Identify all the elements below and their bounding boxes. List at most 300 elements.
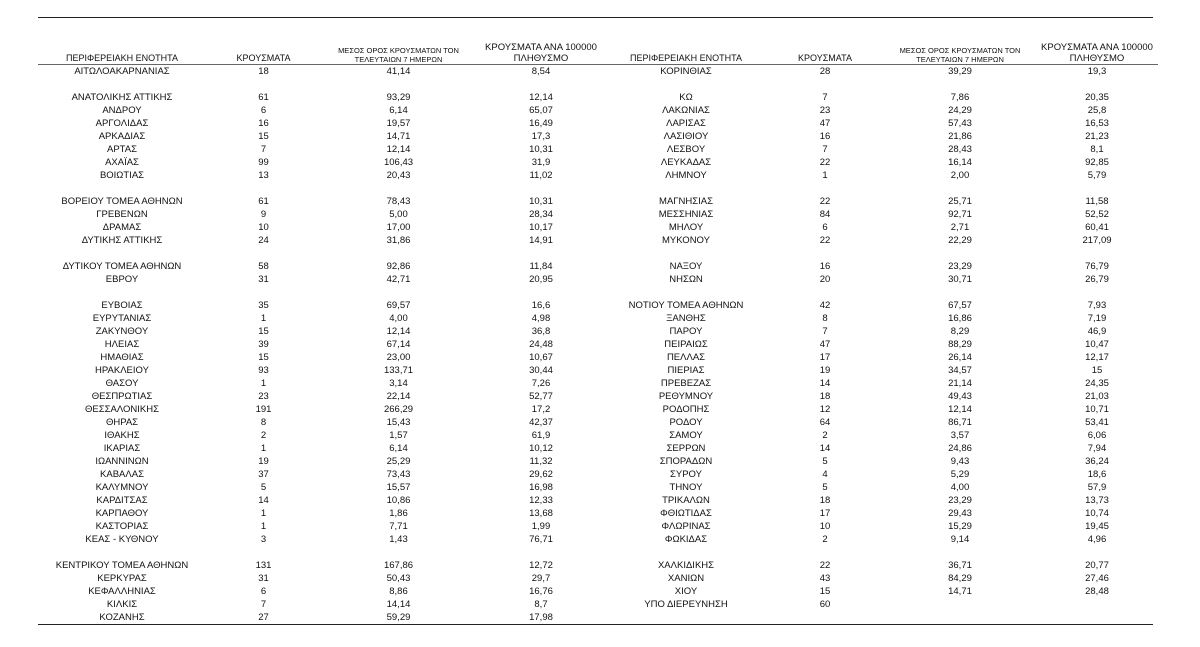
per-100k-cell: 5,79 <box>1087 170 1107 181</box>
region-cell: ΠΕΛΛΑΣ <box>666 352 706 363</box>
table-row <box>606 208 1158 221</box>
spacer-row <box>38 78 606 91</box>
cases-cell: 18 <box>258 66 269 77</box>
per-100k-cell: 11,84 <box>529 261 553 272</box>
cases-cell: 17 <box>819 508 831 519</box>
region-cell: ΙΩΑΝΝΙΝΩΝ <box>95 456 149 467</box>
avg-7day-cell: 93,29 <box>386 92 411 103</box>
region-cell: ΙΘΑΚΗΣ <box>104 430 140 441</box>
region-cell: ΛΕΣΒΟΥ <box>666 144 706 155</box>
table-row <box>38 403 606 416</box>
spacer-row <box>606 546 1158 559</box>
per-100k-cell: 30,44 <box>529 365 553 376</box>
region-cell: ΚΙΛΚΙΣ <box>106 599 138 610</box>
per-100k-cell: 28,34 <box>529 209 553 220</box>
region-cell: ΤΗΝΟΥ <box>669 482 703 493</box>
table-row <box>606 364 1158 377</box>
avg-7day-cell <box>321 286 476 299</box>
cases-cell: 7 <box>260 599 267 610</box>
cases-cell <box>766 247 884 260</box>
avg-7day-cell: 7,86 <box>950 92 970 103</box>
table-row <box>606 455 1158 468</box>
header-per-100k-line2: ΠΛΗΘΥΣΜΟ <box>1069 53 1125 64</box>
cases-cell: 4 <box>822 469 828 480</box>
avg-7day-cell: 86,71 <box>948 417 972 428</box>
header-7day-average-line1: ΜΕΣΟΣ ΟΡΟΣ ΚΡΟΥΣΜΑΤΩΝ ΤΟΝ <box>899 46 1021 55</box>
cases-cell: 47 <box>819 118 831 129</box>
cases-cell: 1 <box>260 378 267 389</box>
avg-7day-cell: 4,00 <box>950 482 970 493</box>
table-row <box>38 195 606 208</box>
avg-7day-cell: 15,43 <box>386 417 411 428</box>
table-row <box>38 468 606 481</box>
header-per-100k <box>1036 37 1158 65</box>
region-cell: ΑΝΔΡΟΥ <box>102 105 142 116</box>
cases-cell: 1 <box>260 508 267 519</box>
region-cell: ΦΘΙΩΤΙΔΑΣ <box>660 508 712 519</box>
avg-7day-cell: 7,71 <box>389 521 408 532</box>
table-row <box>38 494 606 507</box>
per-100k-cell <box>476 182 606 195</box>
table-row <box>606 494 1158 507</box>
cases-cell: 39 <box>258 339 269 350</box>
avg-7day-cell: 1,86 <box>389 508 408 519</box>
cases-cell: 23 <box>258 391 269 402</box>
regions-table-right <box>606 37 1158 611</box>
avg-7day-cell: 25,29 <box>386 456 411 467</box>
per-100k-cell: 31,9 <box>531 157 551 168</box>
table-row <box>38 416 606 429</box>
cases-cell: 31 <box>258 573 269 584</box>
table-row <box>38 598 606 611</box>
region-cell: ΜΗΛΟΥ <box>668 222 704 233</box>
table-row <box>606 325 1158 338</box>
region-cell: ΔΥΤΙΚΟΥ ΤΟΜΕΑ ΑΘΗΝΩΝ <box>62 261 182 272</box>
avg-7day-cell: 6,14 <box>389 105 408 116</box>
region-cell: ΚΩ <box>679 92 693 103</box>
region-cell: ΧΙΟΥ <box>674 586 698 597</box>
avg-7day-cell: 23,29 <box>948 261 972 272</box>
region-cell: ΘΕΣΠΡΩΤΙΑΣ <box>91 391 153 402</box>
cases-cell: 6 <box>260 586 267 597</box>
table-row <box>38 338 606 351</box>
region-cell: ΣΥΡΟΥ <box>670 469 702 480</box>
table-row <box>606 130 1158 143</box>
region-cell: ΒΟΙΩΤΙΑΣ <box>99 170 145 181</box>
per-100k-cell: 76,79 <box>1085 261 1109 272</box>
cases-cell: 7 <box>822 326 828 337</box>
avg-7day-cell: 12,14 <box>948 404 972 415</box>
per-100k-cell: 4,98 <box>531 313 551 324</box>
region-cell: ΕΥΒΟΙΑΣ <box>101 300 143 311</box>
avg-7day-cell: 36,71 <box>948 560 972 571</box>
avg-7day-cell: 92,71 <box>948 209 972 220</box>
cases-cell: 23 <box>819 105 831 116</box>
table-row <box>38 390 606 403</box>
per-100k-cell: 17,98 <box>529 612 553 623</box>
per-100k-cell: 18,6 <box>1087 469 1107 480</box>
header-per-100k <box>476 37 606 65</box>
cases-cell: 93 <box>258 365 269 376</box>
per-100k-cell: 52,52 <box>1085 209 1109 220</box>
per-100k-cell <box>1036 286 1158 299</box>
table-row <box>38 507 606 520</box>
cases-cell: 27 <box>258 612 269 623</box>
avg-7day-cell: 19,57 <box>386 118 411 129</box>
top-rule <box>38 17 1153 18</box>
per-100k-cell: 53,41 <box>1085 417 1109 428</box>
avg-7day-cell: 9,14 <box>950 534 970 545</box>
per-100k-cell: 57,9 <box>1087 482 1107 493</box>
cases-cell: 19 <box>819 365 831 376</box>
region-cell: ΠΡΕΒΕΖΑΣ <box>660 378 712 389</box>
per-100k-cell: 20,95 <box>529 274 553 285</box>
avg-7day-cell: 88,29 <box>948 339 972 350</box>
regions-table-left <box>38 37 606 624</box>
region-cell: ΥΠΟ ΔΙΕΡΕΥΝΗΣΗ <box>644 599 728 610</box>
table-row <box>606 312 1158 325</box>
per-100k-cell: 17,3 <box>531 131 551 142</box>
avg-7day-cell: 2,71 <box>950 222 970 233</box>
per-100k-cell: 10,47 <box>1085 339 1109 350</box>
avg-7day-cell <box>321 78 476 91</box>
avg-7day-cell: 92,86 <box>386 261 411 272</box>
per-100k-cell: 65,07 <box>529 105 553 116</box>
per-100k-cell: 13,68 <box>529 508 553 519</box>
region-cell: ΝΑΞΟΥ <box>669 261 703 272</box>
avg-7day-cell: 67,14 <box>386 339 411 350</box>
table-row <box>606 442 1158 455</box>
avg-7day-cell <box>884 546 1036 559</box>
cases-cell: 5 <box>822 456 828 467</box>
per-100k-cell: 29,62 <box>529 469 553 480</box>
table-row <box>606 299 1158 312</box>
region-cell: ΚΑΡΔΙΤΣΑΣ <box>96 495 148 506</box>
per-100k-cell: 28,48 <box>1085 586 1109 597</box>
table-row <box>38 572 606 585</box>
region-cell: ΚΑΒΑΛΑΣ <box>100 469 144 480</box>
spacer-row <box>38 546 606 559</box>
per-100k-cell: 4,96 <box>1087 534 1107 545</box>
per-100k-cell <box>1036 598 1158 611</box>
avg-7day-cell: 50,43 <box>386 573 411 584</box>
avg-7day-cell: 8,86 <box>389 586 408 597</box>
region-cell: ΓΡΕΒΕΝΩΝ <box>96 209 148 220</box>
avg-7day-cell: 17,00 <box>386 222 411 233</box>
avg-7day-cell: 41,14 <box>386 66 411 77</box>
header-cases: ΚΡΟΥΣΜΑΤΑ <box>766 37 884 65</box>
per-100k-cell: 7,94 <box>1087 443 1107 454</box>
spacer-row <box>606 286 1158 299</box>
avg-7day-cell: 21,86 <box>948 131 972 142</box>
avg-7day-cell: 14,71 <box>386 131 411 142</box>
region-cell: ΚΑΣΤΟΡΙΑΣ <box>95 521 149 532</box>
cases-cell <box>766 546 884 559</box>
avg-7day-cell <box>321 546 476 559</box>
per-100k-cell: 20,35 <box>1085 92 1109 103</box>
region-cell: ΚΕΝΤΡΙΚΟΥ ΤΟΜΕΑ ΑΘΗΝΩΝ <box>55 560 189 571</box>
table-row <box>606 91 1158 104</box>
region-cell <box>606 182 766 195</box>
region-cell: ΑΧΑΪΑΣ <box>105 157 139 168</box>
per-100k-cell: 12,33 <box>529 495 553 506</box>
region-cell <box>606 546 766 559</box>
cases-cell <box>766 286 884 299</box>
region-cell: ΜΑΓΝΗΣΙΑΣ <box>659 196 713 207</box>
table-row <box>606 260 1158 273</box>
region-cell: ΛΑΚΩΝΙΑΣ <box>662 105 710 116</box>
header-per-100k-line2: ΠΛΗΘΥΣΜΟ <box>513 53 569 64</box>
region-cell <box>606 247 766 260</box>
cases-cell: 8 <box>260 417 267 428</box>
cases-cell <box>206 78 321 91</box>
header-row <box>38 37 606 65</box>
cases-cell: 8 <box>822 313 828 324</box>
per-100k-cell: 12,17 <box>1085 352 1109 363</box>
table-row <box>606 585 1158 598</box>
region-cell: ΦΩΚΙΔΑΣ <box>664 534 708 545</box>
cases-cell: 10 <box>258 222 269 233</box>
table-row <box>606 351 1158 364</box>
header-7day-average-line2: ΤΕΛΕΥΤΑΙΩΝ 7 ΗΜΕΡΩΝ <box>354 55 443 64</box>
avg-7day-cell: 9,43 <box>950 456 970 467</box>
table-row <box>38 65 606 79</box>
region-cell <box>38 182 206 195</box>
cases-cell: 64 <box>819 417 831 428</box>
table-row <box>606 416 1158 429</box>
region-cell: ΚΕΡΚΥΡΑΣ <box>97 573 147 584</box>
per-100k-cell: 7,93 <box>1087 300 1107 311</box>
per-100k-cell <box>476 286 606 299</box>
avg-7day-cell: 78,43 <box>386 196 411 207</box>
per-100k-cell: 19,45 <box>1085 521 1109 532</box>
per-100k-cell: 10,31 <box>529 196 553 207</box>
table-row <box>38 91 606 104</box>
table-row <box>606 533 1158 546</box>
per-100k-cell: 27,46 <box>1085 573 1109 584</box>
per-100k-cell: 14,91 <box>529 235 553 246</box>
avg-7day-cell <box>884 247 1036 260</box>
avg-7day-cell: 20,43 <box>386 170 411 181</box>
region-cell: ΚΑΛΥΜΝΟΥ <box>95 482 149 493</box>
table-row <box>38 143 606 156</box>
per-100k-cell: 10,31 <box>529 144 553 155</box>
cases-cell: 2 <box>260 430 267 441</box>
per-100k-cell: 8,54 <box>531 66 551 77</box>
region-cell: ΑΡΤΑΣ <box>107 144 137 155</box>
cases-cell: 14 <box>258 495 269 506</box>
per-100k-cell: 60,41 <box>1085 222 1109 233</box>
table-row <box>606 273 1158 286</box>
region-cell <box>38 78 206 91</box>
spacer-row <box>38 286 606 299</box>
avg-7day-cell: 22,14 <box>386 391 411 402</box>
region-cell: ΕΥΡΥΤΑΝΙΑΣ <box>92 313 152 324</box>
table-row <box>38 299 606 312</box>
table-row <box>606 169 1158 182</box>
table-row <box>38 208 606 221</box>
table-row <box>38 533 606 546</box>
avg-7day-cell: 16,14 <box>948 157 972 168</box>
avg-7day-cell: 106,43 <box>383 157 414 168</box>
per-100k-cell: 10,74 <box>1085 508 1109 519</box>
table-row <box>606 234 1158 247</box>
avg-7day-cell: 15,29 <box>948 521 972 532</box>
region-cell: ΡΟΔΟΥ <box>669 417 703 428</box>
cases-cell: 22 <box>819 560 831 571</box>
cases-cell: 14 <box>819 378 831 389</box>
spacer-row <box>606 247 1158 260</box>
avg-7day-cell: 2,00 <box>950 170 970 181</box>
per-100k-cell: 11,02 <box>529 170 553 181</box>
per-100k-cell: 17,2 <box>531 404 551 415</box>
cases-cell: 13 <box>258 170 269 181</box>
region-cell: ΠΙΕΡΙΑΣ <box>667 365 705 376</box>
per-100k-cell <box>1036 546 1158 559</box>
table-row <box>38 130 606 143</box>
cases-cell: 131 <box>255 560 272 571</box>
region-cell: ΜΕΣΣΗΝΙΑΣ <box>658 209 714 220</box>
cases-cell: 7 <box>822 144 828 155</box>
region-cell: ΤΡΙΚΑΛΩΝ <box>662 495 710 506</box>
table-row <box>38 104 606 117</box>
per-100k-cell: 16,98 <box>529 482 553 493</box>
per-100k-cell: 217,09 <box>1082 235 1112 246</box>
cases-cell: 9 <box>260 209 267 220</box>
cases-cell: 35 <box>258 300 269 311</box>
cases-cell: 31 <box>258 274 269 285</box>
table-row <box>38 221 606 234</box>
avg-7day-cell: 57,43 <box>948 118 972 129</box>
cases-cell: 3 <box>260 534 267 545</box>
per-100k-cell: 10,67 <box>529 352 553 363</box>
per-100k-cell: 10,17 <box>529 222 553 233</box>
region-cell: ΗΛΕΙΑΣ <box>104 339 140 350</box>
region-cell: ΘΗΡΑΣ <box>105 417 139 428</box>
per-100k-cell: 16,49 <box>529 118 553 129</box>
per-100k-cell: 76,71 <box>529 534 553 545</box>
table-row <box>38 442 606 455</box>
table-row <box>38 611 606 624</box>
region-cell: ΡΕΘΥΜΝΟΥ <box>658 391 714 402</box>
region-cell: ΑΡΓΟΛΙΔΑΣ <box>95 118 149 129</box>
avg-7day-cell: 5,29 <box>950 469 970 480</box>
table-row <box>38 260 606 273</box>
per-100k-cell: 8,1 <box>1090 144 1104 155</box>
per-100k-cell: 16,76 <box>529 586 553 597</box>
avg-7day-cell: 1,43 <box>389 534 408 545</box>
avg-7day-cell: 69,57 <box>386 300 411 311</box>
avg-7day-cell: 5,00 <box>389 209 408 220</box>
cases-cell: 16 <box>819 131 831 142</box>
region-cell: ΧΑΛΚΙΔΙΚΗΣ <box>657 560 715 571</box>
avg-7day-cell: 14,71 <box>948 586 972 597</box>
avg-7day-cell: 26,14 <box>948 352 972 363</box>
region-cell: ΣΑΜΟΥ <box>669 430 703 441</box>
cases-cell: 5 <box>822 482 828 493</box>
table-row <box>606 507 1158 520</box>
cases-cell: 22 <box>819 196 831 207</box>
table-row <box>38 520 606 533</box>
cases-cell: 60 <box>819 599 831 610</box>
avg-7day-cell: 24,29 <box>948 105 972 116</box>
per-100k-cell: 25,8 <box>1087 105 1107 116</box>
table-row <box>38 234 606 247</box>
header-7day-average-line2: ΤΕΛΕΥΤΑΙΩΝ 7 ΗΜΕΡΩΝ <box>916 55 1004 64</box>
region-cell: ΠΑΡΟΥ <box>669 326 703 337</box>
per-100k-cell: 29,7 <box>531 573 551 584</box>
avg-7day-cell: 29,43 <box>948 508 972 519</box>
region-cell: ΛΑΣΙΘΙΟΥ <box>663 131 709 142</box>
cases-cell: 15 <box>258 326 269 337</box>
region-cell: ΧΑΝΙΩΝ <box>667 573 705 584</box>
cases-cell: 61 <box>258 196 269 207</box>
table-row <box>606 559 1158 572</box>
table-row <box>38 156 606 169</box>
cases-cell: 61 <box>258 92 269 103</box>
region-cell: ΙΚΑΡΙΑΣ <box>103 443 141 454</box>
cases-cell: 15 <box>258 131 269 142</box>
spacer-row <box>606 182 1158 195</box>
per-100k-cell: 24,35 <box>1085 378 1109 389</box>
header-7day-average-line1: ΜΕΣΟΣ ΟΡΟΣ ΚΡΟΥΣΜΑΤΩΝ ΤΟΝ <box>338 46 459 55</box>
region-cell: ΞΑΝΘΗΣ <box>666 313 706 324</box>
per-100k-cell: 21,23 <box>1085 131 1109 142</box>
cases-cell: 10 <box>819 521 831 532</box>
avg-7day-cell: 3,57 <box>950 430 970 441</box>
avg-7day-cell <box>884 286 1036 299</box>
per-100k-cell: 8,7 <box>534 599 548 610</box>
cases-cell: 6 <box>822 222 828 233</box>
avg-7day-cell: 12,14 <box>386 326 411 337</box>
table-row <box>606 338 1158 351</box>
cases-cell: 7 <box>822 92 828 103</box>
per-100k-cell: 61,9 <box>531 430 551 441</box>
table-row <box>38 455 606 468</box>
avg-7day-cell: 133,71 <box>383 365 414 376</box>
region-cell <box>606 78 766 91</box>
cases-cell: 12 <box>819 404 831 415</box>
cases-cell: 1 <box>822 170 828 181</box>
region-cell: ΝΟΤΙΟΥ ΤΟΜΕΑ ΑΘΗΝΩΝ <box>628 300 744 311</box>
table-row <box>606 468 1158 481</box>
cases-cell <box>206 546 321 559</box>
cases-cell <box>766 78 884 91</box>
table-row <box>38 351 606 364</box>
per-100k-cell: 26,79 <box>1085 274 1109 285</box>
cases-cell: 47 <box>819 339 831 350</box>
region-cell: ΗΜΑΘΙΑΣ <box>100 352 144 363</box>
cases-cell: 1 <box>260 521 267 532</box>
cases-cell <box>206 247 321 260</box>
per-100k-cell: 42,37 <box>529 417 553 428</box>
cases-cell: 15 <box>819 586 831 597</box>
region-cell: ΔΥΤΙΚΗΣ ΑΤΤΙΚΗΣ <box>81 235 163 246</box>
cases-cell <box>206 286 321 299</box>
avg-7day-cell: 16,86 <box>948 313 972 324</box>
cases-cell: 37 <box>258 469 269 480</box>
table-row <box>606 377 1158 390</box>
table-row <box>606 598 1158 611</box>
avg-7day-cell: 23,00 <box>386 352 411 363</box>
table-row <box>606 429 1158 442</box>
table-row <box>606 195 1158 208</box>
cases-cell: 43 <box>819 573 831 584</box>
region-cell <box>38 286 206 299</box>
avg-7day-cell: 3,14 <box>389 378 408 389</box>
table-row <box>606 117 1158 130</box>
table-row <box>606 156 1158 169</box>
